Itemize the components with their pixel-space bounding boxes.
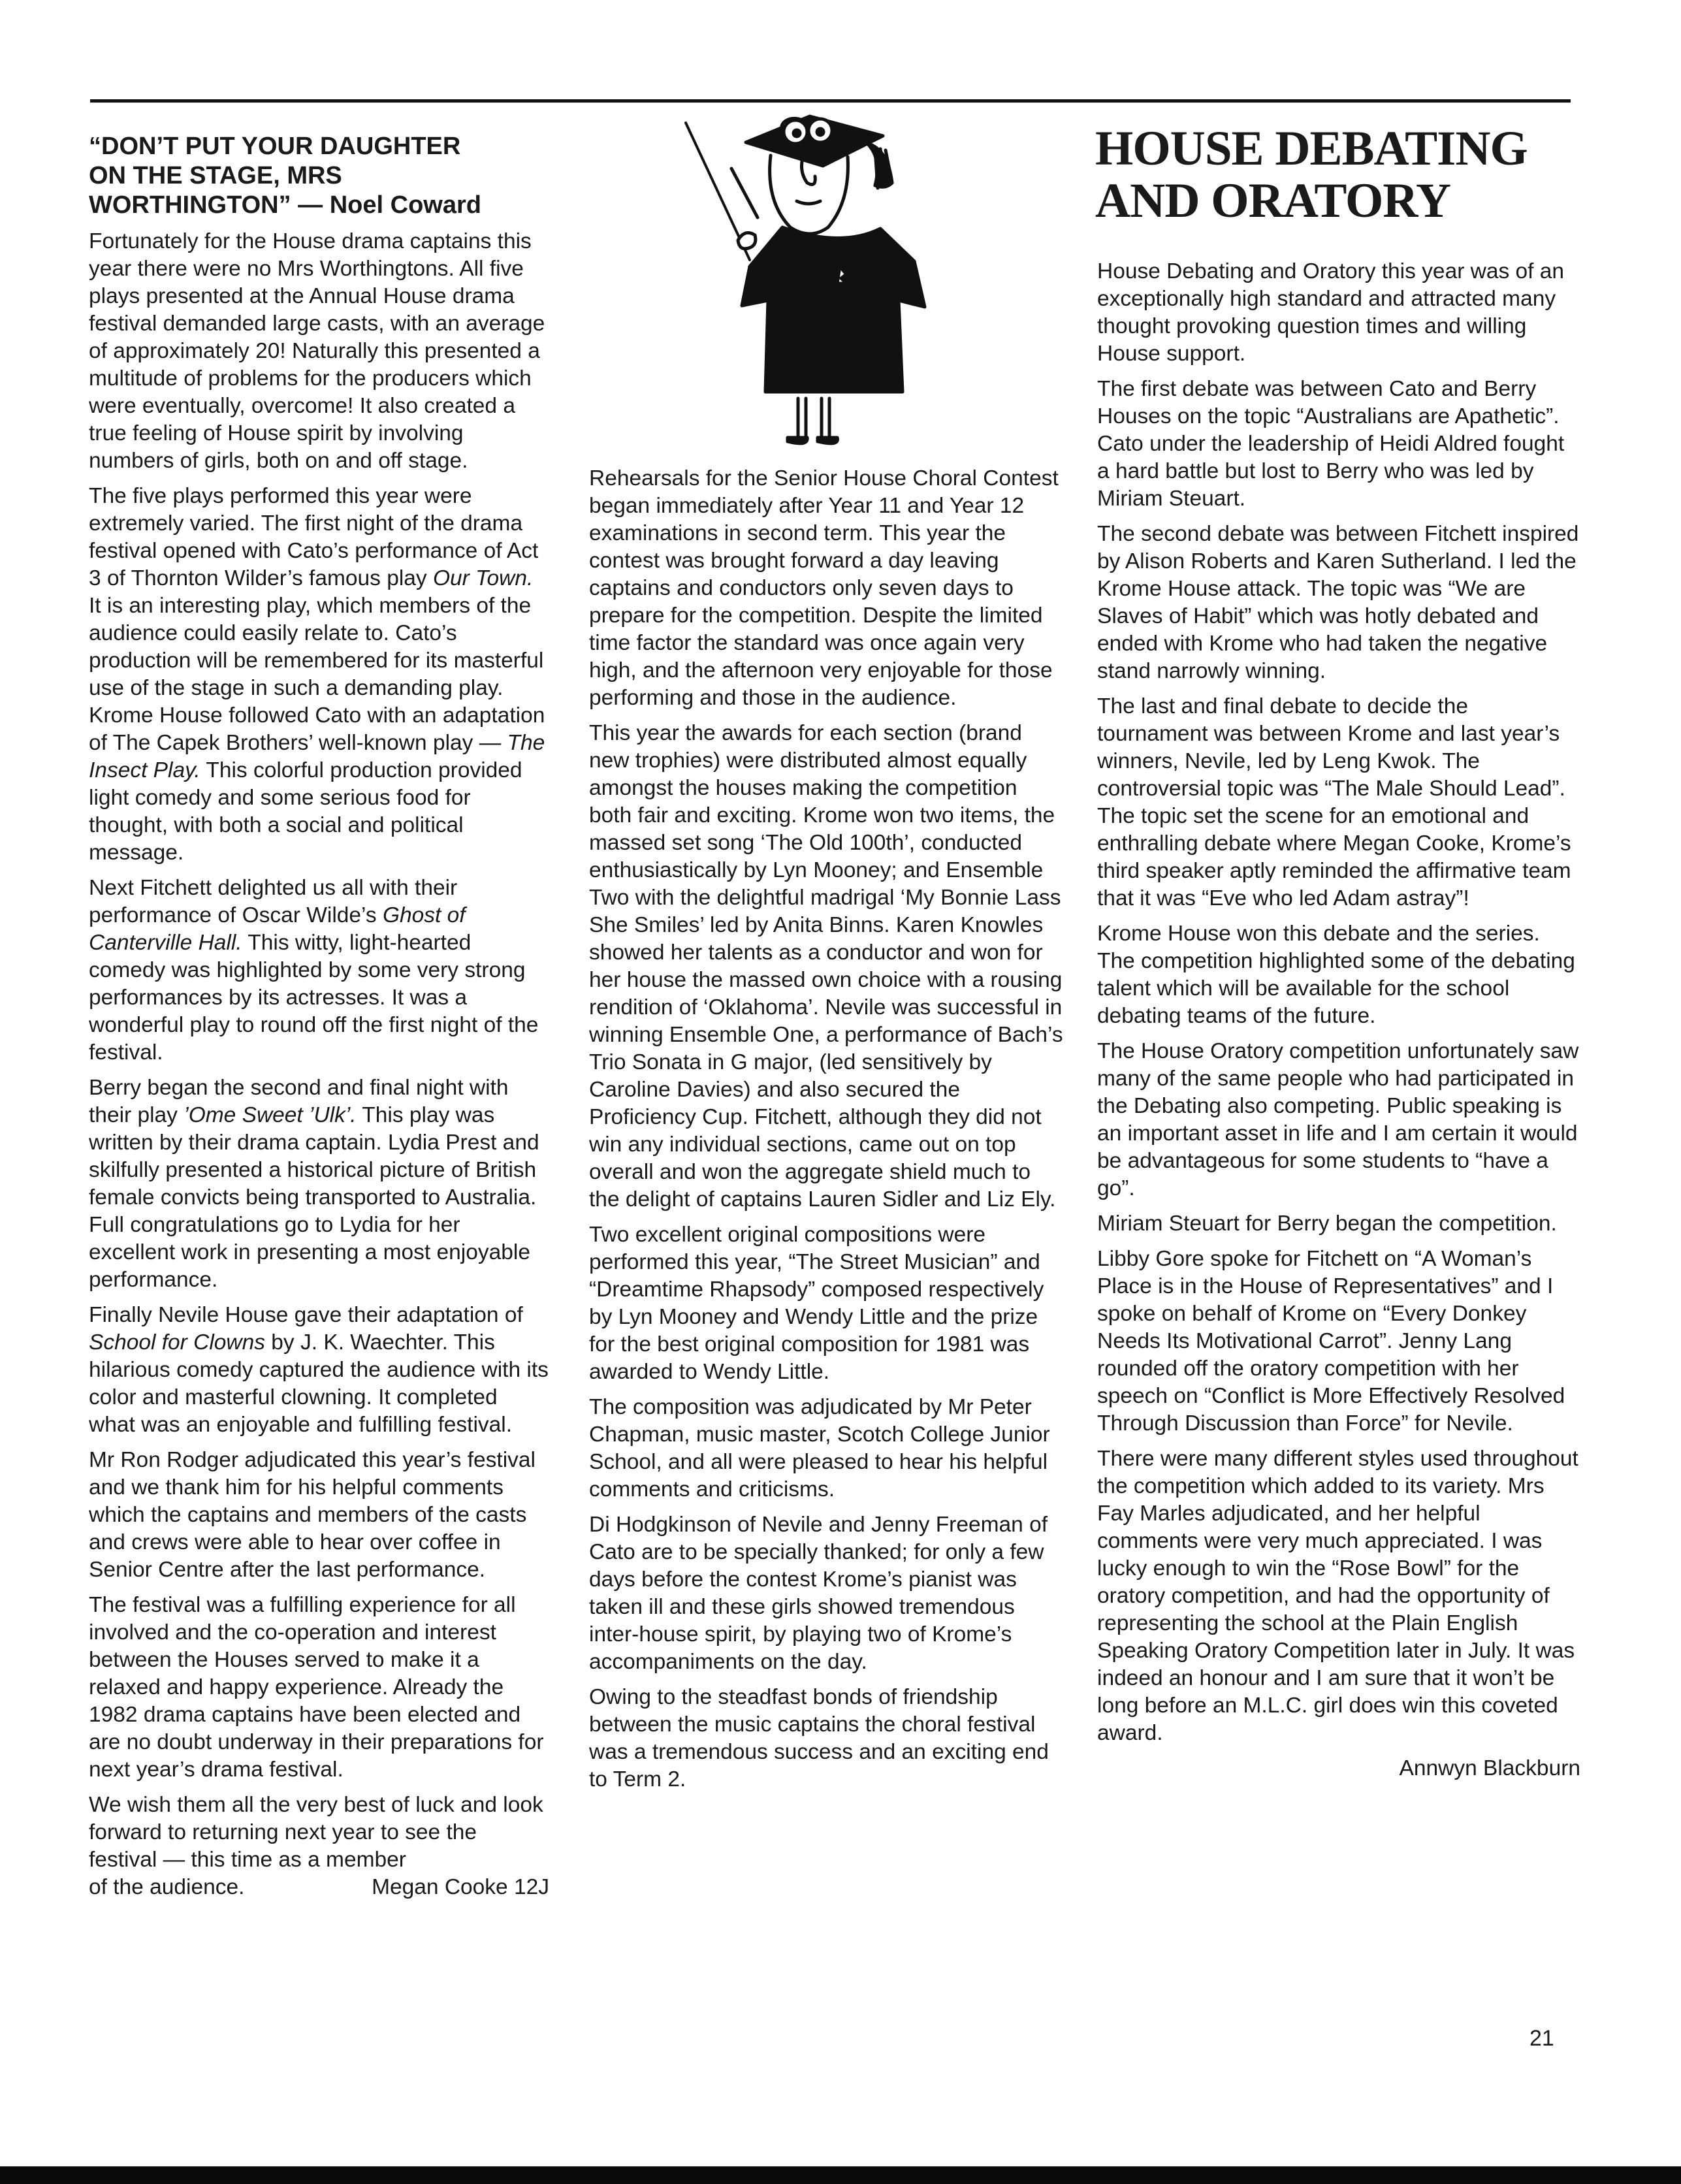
paragraph: Miriam Steuart for Berry began the competition. — [1097, 1212, 1557, 1236]
play-title: The Insect Play. — [89, 731, 545, 782]
heading-line: ON THE STAGE, MRS — [89, 162, 342, 189]
paragraph: The composition was adjudicated by Mr Peter Chapman, music master, Scotch College Junior School, and all were pleased to hear his helpful comments and criticisms. — [589, 1395, 1050, 1502]
drama-article — [89, 132, 549, 1901]
paragraph: Berry began the second and final night with their play ’Ome Sweet ’Ulk’. This play was written by their drama captain. Lydia Prest and skilfully presented a historical picture of British female convicts being transported to Australia. Full congratulations go to Lydia for her excellent work in presenting a most enjoyable performance. — [89, 1076, 539, 1292]
paragraph: The festival was a fulfilling experience for all involved and the co-operation and interest between the Houses served to make it a relaxed and happy experience. Already the 1982 drama captains have been elected and are no doubt underway in their preparations for next year’s drama festival. — [89, 1593, 544, 1782]
heading-line: HOUSE DEBATING — [1095, 121, 1528, 176]
bottom-border-band — [0, 2166, 1681, 2184]
drama-article-heading — [89, 132, 549, 220]
paragraph: Libby Gore spoke for Fitchett on “A Woman’s Place is in the House of Representatives” and I spoke on behalf of Krome on “Every Donkey Needs Its Motivational Carrot”. Jenny Lang rounded off the oratory competition with her speech on “Conflict is More Effectively Resolved Through Discussion than Force” for Nevile. — [1097, 1247, 1565, 1436]
play-title: ’Ome Sweet ’Ulk’. — [184, 1103, 357, 1127]
paragraph: Fortunately for the House drama captains this year there were no Mrs Worthingtons. All five plays presented at the Annual House drama festival demanded large casts, with an average of approximately 20! Naturally this presented a multitude of problems for the producers which were eventually, overcome! It also created a true feeling of House spirit by involving numbers of girls, both on and off stage. — [89, 229, 545, 473]
paragraph: The five plays performed this year were extremely varied. The first night of the drama festival opened with Cato’s performance of Act 3 of Thornton Wilder’s famous play Our Town. It is an interesting play, which members of the audience could easily relate to. Cato’s production will be remembered for its masterful use of the stage in such a demanding play. Krome House followed Cato with an adaptation of The Capek Brothers’ well-known play — The Insect Play. This colorful production provided light comedy and some serious food for thought, with both a social and political message. — [89, 484, 545, 865]
paragraph: The House Oratory competition unfortunately saw many of the same people who had participated in the Debating also competing. Public speaking is an important asset in life and I am certain it would be advantageous for some students to “have a go”. — [1097, 1039, 1579, 1200]
paragraph: Krome House won this debate and the series. The competition highlighted some of the debating talent which will be available for the school debating teams of the future. — [1097, 922, 1575, 1028]
paragraph: Next Fitchett delighted us all with their performance of Oscar Wilde’s Ghost of Canterville Hall. This witty, light-hearted comedy was highlighted by some very strong performances by its actresses. It was a wonderful play to round off the first night of the festival. — [89, 876, 539, 1065]
play-title: Our Town. — [432, 566, 534, 590]
paragraph: Owing to the steadfast bonds of friendship between the music captains the choral festival was a tremendous success and an exciting end to Term 2. — [589, 1685, 1049, 1791]
paragraph: There were many different styles used throughout the competition which added to its variety. Mrs Fay Marles adjudicated, and her helpful comments were very much appreciated. I was lucky enough to win the “Rose Bowl” for the oratory competition, and had the opportunity of representing the school at the Plain English Speaking Oratory Competition later in July. It was indeed an honour and I am sure that it won’t be long before an M.L.C. girl does win this coveted award. — [1097, 1447, 1578, 1745]
top-rule — [90, 99, 1571, 103]
heading-line: WORTHINGTON” — Noel Coward — [89, 191, 481, 219]
debating-article — [1097, 258, 1580, 1782]
author-signature: Annwyn Blackburn — [1399, 1756, 1580, 1780]
author-signature: Megan Cooke 12J — [372, 1875, 549, 1899]
choral-article — [589, 465, 1065, 1801]
debating-article-heading — [1095, 123, 1578, 227]
paragraph: Mr Ron Rodger adjudicated this year’s festival and we thank him for his helpful comments which the captains and members of the casts and crews were able to hear over coffee in Senior Centre after the last performance. — [89, 1448, 536, 1582]
paragraph: Finally Nevile House gave their adaptation of School for Clowns by J. K. Waechter. This hilarious comedy captured the audience with its color and masterful clowning. It completed what was an enjoyable and fulfilling festival. — [89, 1303, 549, 1437]
paragraph: The last and final debate to decide the tournament was between Krome and last year’s winners, Nevile, led by Leng Kwok. The controversial topic was “The Male Should Lead”. The topic set the scene for an emotional and enthralling debate where Megan Cooke, Krome’s third speaker aptly reminded the affirmative team that it was “Eve who led Adam astray”! — [1097, 694, 1571, 910]
play-title: Ghost of Canterville Hall. — [89, 903, 466, 955]
play-title: School for Clowns — [89, 1330, 265, 1355]
paragraph: We wish them all the very best of luck and look forward to returning next year to see the festival — this time as a member of the audience. Megan Cooke 12J — [89, 1791, 549, 1901]
page-number: 21 — [1529, 2026, 1554, 2051]
paragraph: Two excellent original compositions were performed this year, “The Street Musician” and “Dreamtime Rhapsody” composed respectively by Lyn Mooney and Wendy Little and the prize for the best original composition for 1981 was awarded to Wendy Little. — [589, 1223, 1044, 1384]
paragraph: Rehearsals for the Senior House Choral Contest began immediately after Year 11 and Year 12 examinations in second term. This year the contest was brought forward a day leaving captains and conductors only seven days to prepare for the competition. Despite the limited time factor the standard was once again very high, and the afternoon very enjoyable for those performing and those in the audience. — [589, 466, 1059, 710]
paragraph: This year the awards for each section (brand new trophies) were distributed almost equally amongst the houses making the competition both fair and exciting. Krome won two items, the massed set song ‘The Old 100th’, conducted enthusiastically by Lyn Mooney; and Ensemble Two with the delightful madrigal ‘My Bonnie Lass She Smiles’ led by Anita Binns. Karen Knowles showed her talents as a conductor and won for her house the massed own choice with a rousing rendition of ‘Oklahoma’. Nevile was successful in winning Ensemble One, a performance of Bach’s Trio Sonata in G major, (led sensitively by Caroline Davies) and also secured the Proficiency Cup. Fitchett, although they did not win any individual sections, came out on top overall and won the aggregate shield much to the delight of captains Lauren Sidler and Liz Ely. — [589, 721, 1063, 1212]
paragraph: House Debating and Oratory this year was of an exceptionally high standard and attracted many thought provoking question times and willing House support. — [1097, 259, 1565, 366]
paragraph: The second debate was between Fitchett inspired by Alison Roberts and Karen Sutherland. I led the Krome House attack. The topic was “We are Slaves of Habit” which was hotly debated and ended with Krome who had taken the negative stand narrowly winning. — [1097, 522, 1579, 683]
heading-line: AND ORATORY — [1095, 174, 1451, 228]
heading-line: “DON’T PUT YOUR DAUGHTER — [89, 133, 461, 160]
paragraph: Di Hodgkinson of Nevile and Jenny Freeman of Cato are to be specially thanked; for only a few days before the contest Krome’s pianist was taken ill and these girls showed tremendous inter-house spirit, by playing two of Krome’s accompaniments on the day. — [589, 1513, 1048, 1674]
paragraph: The first debate was between Cato and Berry Houses on the topic “Australians are Apathetic”. Cato under the leadership of Heidi Aldred fought a hard battle but lost to Berry who was led by Miriam Steuart. — [1097, 377, 1565, 511]
graduate-cartoon-illustration — [673, 103, 960, 459]
